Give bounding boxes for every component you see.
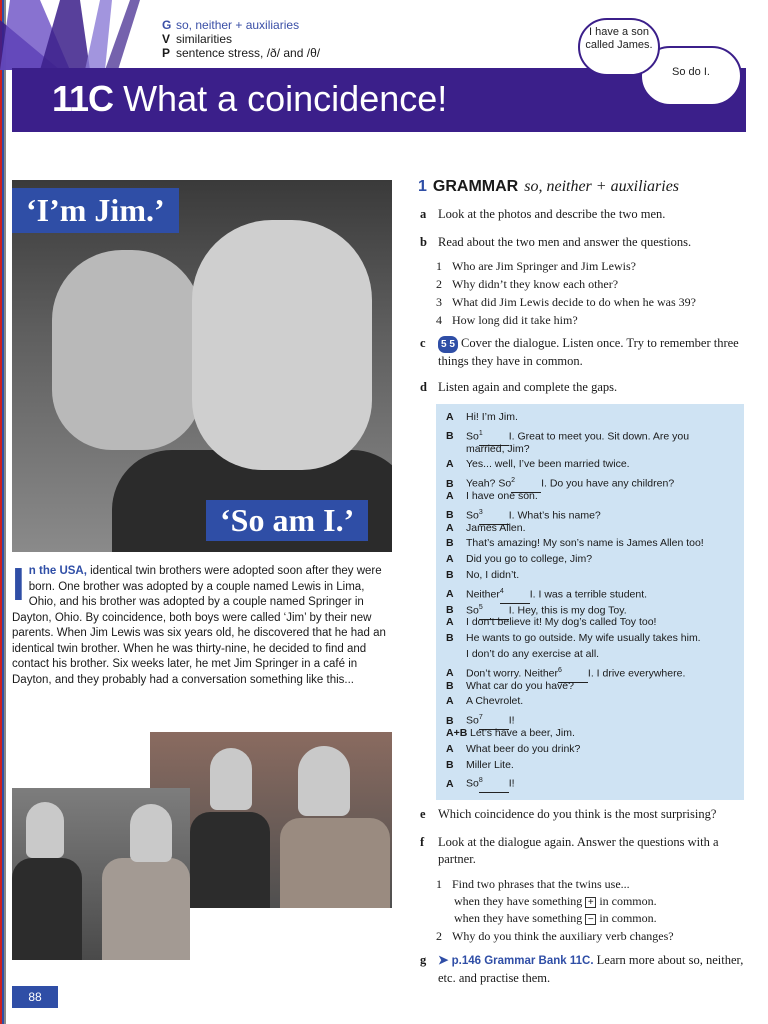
book-spine-edge [0,0,6,1024]
question-item [436,928,674,944]
caption-im-jim: ‘I’m Jim.’ [12,188,179,233]
dialogue-text: I don’t do any exercise at all. [466,648,600,660]
dialogue-text: Hi! I’m Jim. [466,411,518,423]
dialogue-text: Yes... well, I’ve been married twice. [466,458,630,471]
section-heading [418,178,679,196]
speaker-label: A+B [446,727,468,739]
dialogue-text: James Allen. [466,521,526,534]
grammar-bank-arrow-icon: ➤ [438,953,449,967]
question-item [436,294,696,310]
exercise-letter: d [420,380,427,394]
question-number: 3 [436,295,442,309]
exercise-letter: a [420,207,427,221]
question-text: in common. [599,911,657,925]
exercise-letter: c [420,336,426,350]
dialogue-line [446,773,515,793]
gap-number: 2 [511,477,516,485]
sun-rays-decoration [0,0,150,70]
focus-key-vocabulary: V [162,32,171,46]
exercise-text: Listen again and complete the gaps. [438,380,618,394]
man-body [280,818,390,908]
speaker-label: B [446,632,454,645]
question-number: 1 [436,259,442,273]
gap-number: 1 [478,429,483,437]
dialogue-text: So [466,430,479,443]
twin-face-right [192,220,372,470]
exercise-c [420,335,750,371]
section-topic: so, neither + auxiliaries [524,178,680,195]
exercise-text: Look at the dialogue again. Answer the questions with a partner. [438,835,719,866]
speaker-label: B [446,758,454,771]
dialogue-text: No, I didn’t. [466,569,520,581]
exercise-letter: f [420,835,425,849]
section-label: GRAMMAR [432,178,519,195]
dialogue-text: I. I was a terrible student. [529,588,648,601]
exercise-text: Learn more about so, neither, etc. and practise them. [438,953,744,985]
article-body: identical twin brothers were adopted soon after they were born. One brother was adopted by a couple named Lewis in Lima, Ohio, and his brother was adopted by a couple named Springer in Dayton, Ohio. By coincidence, both boys were called ‘Jim’ by their new parents. When Jim Lewis was six years old, he discovered that he had an identical twin brother. When he was thirty-nine, he decided to find and contact his brother. Six weeks later, he met Jim Springer in a café in Dayton, and they probably had a conversation something like this... [12,565,386,686]
gap-number: 6 [558,666,562,674]
exercise-b [420,234,750,254]
dialogue-text: I. Great to meet you. Sit down. Are you [508,430,690,443]
exercise-e [420,806,750,826]
dialogue-line [446,758,514,774]
question-text: How long did it take him? [452,313,578,327]
dialogue-text: He wants to go outside. My wife usually takes him. [466,632,701,645]
audio-track-icon[interactable]: 5 5 [438,336,458,353]
dialogue-text: So [466,509,479,522]
speaker-label: A [446,695,454,708]
gap-number: 4 [499,587,504,595]
gap-number: 8 [478,777,483,785]
dialogue-line [446,568,519,584]
dialogue-line [446,457,630,473]
question-subitem [454,910,657,926]
dialogue-line [446,679,574,695]
dialogue-text: So [466,604,479,617]
dialogue-text: That’s amazing! My son’s name is James Allen too! [466,537,704,550]
exercise-d [420,379,750,399]
unit-number: 11C [52,78,114,119]
question-text: in common. [599,894,657,908]
man-face [298,746,350,816]
gap-blank[interactable] [479,773,509,793]
exercise-text: Look at the photos and describe the two men. [438,207,666,221]
page-number: 88 [12,986,58,1008]
dialogue-text: Let’s have a beer, Jim. [470,727,575,739]
speaker-label: A [446,588,454,601]
question-item [436,258,636,274]
dialogue-line [446,552,592,568]
question-text: Find two phrases that the twins use... [452,877,630,891]
dialogue-line [446,536,704,552]
dialogue-line [446,442,530,458]
dialogue-text: married, Jim? [466,442,530,455]
question-text: when they have something [454,894,583,908]
question-subitem [454,893,657,909]
twin-face-left [52,250,202,450]
dialogue-line [446,521,526,537]
exercise-g [420,952,750,988]
article-lead: n the USA, [28,565,87,577]
dialogue-text: I. I drive everywhere. [587,667,686,680]
speech-bubble-son-james [578,18,660,76]
twins-photo-cafe-left [12,788,190,960]
dialogue-text: I. Do you have any children? [541,477,675,490]
speaker-label: B [446,477,454,490]
speaker-label: B [446,537,454,550]
dialogue-line [446,615,656,631]
dialogue-text: So [466,777,479,790]
speaker-label: B [446,509,454,522]
question-item [436,876,630,892]
speaker-label: A [446,667,454,680]
exercise-text: Cover the dialogue. Listen once. Try to remember three things they have in common. [438,336,739,368]
man-body [102,858,190,960]
dialogue-text: So [466,714,479,727]
man-body [12,858,82,960]
dialogue-line [446,410,518,426]
man-body [190,812,270,908]
speaker-label: B [446,714,454,727]
dialogue-text: I! [508,714,515,727]
question-text: when they have something [454,911,583,925]
dialogue-text: Neither [466,588,500,601]
question-text: What did Jim Lewis decide to do when he was 39? [452,295,696,309]
question-number: 1 [436,877,442,891]
speaker-label: A [446,490,454,502]
question-text: Why do you think the auxiliary verb changes? [452,929,674,943]
focus-pronunciation: sentence stress, /ð/ and /θ/ [176,46,321,60]
man-face [130,804,172,862]
speech-bubble-text: I have a son called James. [585,26,653,51]
speech-bubble-text: So do I. [672,66,710,78]
gap-number: 3 [478,508,483,516]
section-number: 1 [418,178,427,195]
question-text: Why didn’t they know each other? [452,277,619,291]
drop-cap: I [12,558,25,610]
grammar-bank-link[interactable]: p.146 Grammar Bank 11C. [451,955,594,967]
man-face [26,802,64,858]
dialogue-line [446,726,575,742]
question-number: 2 [436,277,442,291]
focus-vocabulary: similarities [176,32,233,46]
exercise-text: Read about the two men and answer the questions. [438,235,692,249]
unit-title-text: What a coincidence! [123,78,448,119]
dialogue-text: I. What’s his name? [508,509,601,522]
article-text [12,558,390,688]
speaker-label: A [446,553,454,566]
speaker-label: B [446,604,454,617]
dialogue-text: Did you go to college, Jim? [466,553,593,566]
exercise-a [420,206,750,226]
question-item [436,312,578,328]
dialogue-text: What car do you have? [466,679,574,692]
dialogue-text: A Chevrolet. [466,695,524,708]
speaker-label: A [446,521,454,534]
gap-number: 7 [478,714,483,722]
lesson-focus-list [162,18,320,60]
dialogue-line [446,647,599,663]
exercise-f [420,834,750,870]
exercise-text: Which coincidence do you think is the most surprising? [438,807,717,821]
dialogue-text: I don’t believe it! My dog’s called Toy too! [466,616,657,629]
focus-grammar: so, neither + auxiliaries [176,18,300,32]
question-text: Who are Jim Springer and Jim Lewis? [452,259,636,273]
dialogue-line [446,742,580,758]
exercise-letter: g [420,953,427,967]
plus-box-icon: + [585,897,596,908]
twins-photo-main [12,180,392,552]
speaker-label: B [446,679,454,692]
dialogue-text: Miller Lite. [466,758,514,771]
speaker-label: B [446,569,454,581]
dialogue-text: Don’t worry. Neither [466,667,558,680]
exercise-letter: e [420,807,426,821]
dialogue-line [446,694,523,710]
question-item [436,276,618,292]
exercise-letter: b [420,235,427,249]
speaker-label: B [446,430,454,443]
focus-key-pronunciation: P [162,46,171,60]
dialogue-text: Yeah? So [466,477,512,490]
dialogue-text: I have one son. [466,490,538,502]
speaker-label: A [446,616,454,629]
focus-key-grammar: G [162,18,172,32]
unit-title [52,78,447,120]
speaker-label: A [446,458,454,471]
speaker-label: A [446,742,454,755]
dialogue-line [446,489,538,505]
caption-so-am-i: ‘So am I.’ [206,500,368,541]
dialogue-text: I. Hey, this is my dog Toy. [508,604,627,617]
dialogue-text: What beer do you drink? [466,742,581,755]
question-number: 2 [436,929,442,943]
dialogue-text: I! [508,777,515,790]
speaker-label: A [446,411,454,423]
gap-number: 5 [478,603,483,611]
minus-box-icon: − [585,914,596,925]
man-face [210,748,252,810]
dialogue-line [446,631,701,647]
question-number: 4 [436,313,442,327]
unit-header [0,0,768,140]
speaker-label: A [446,777,454,790]
